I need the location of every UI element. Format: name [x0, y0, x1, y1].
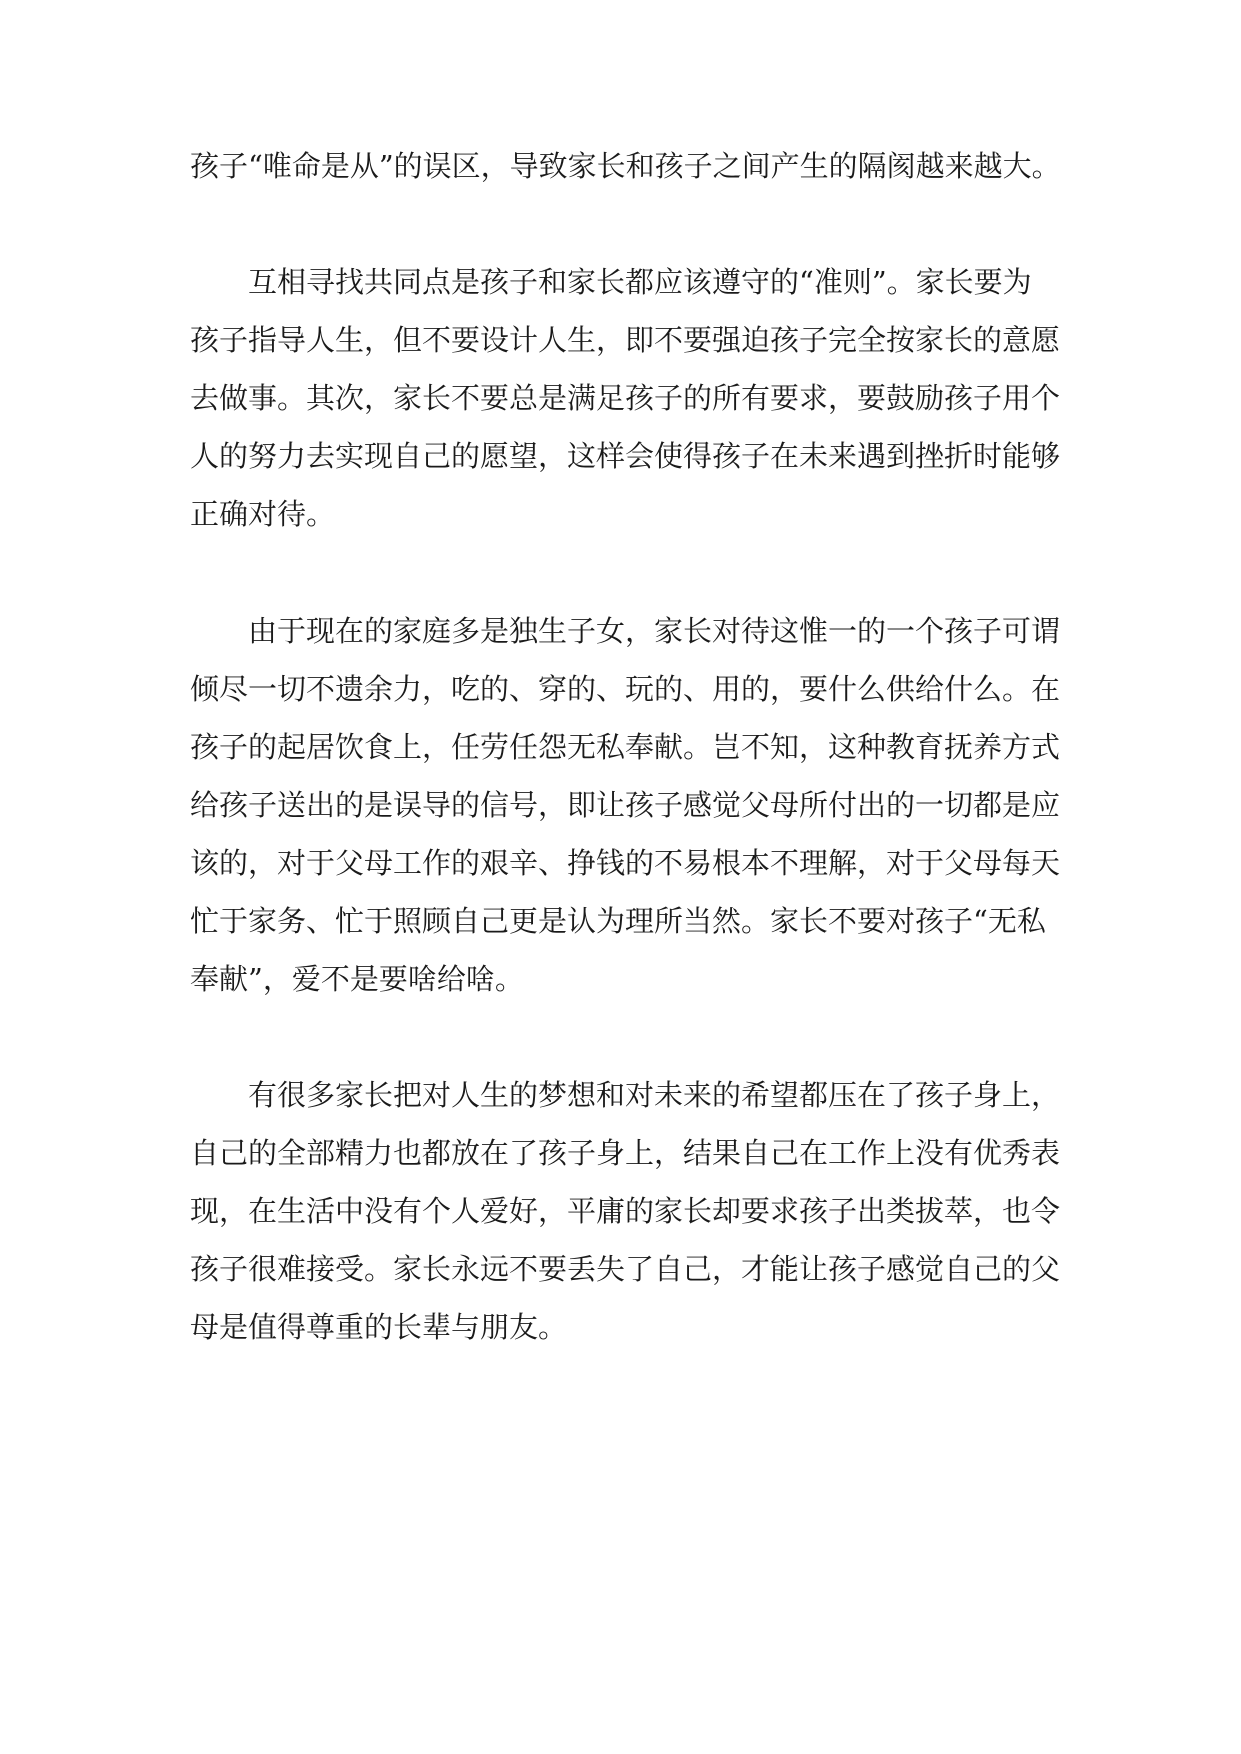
paragraph-3-line-1: 由于现在的家庭多是独生子女，家长对待这惟一的一个孩子可谓 — [248, 614, 1061, 648]
paragraph-3-line-2: 倾尽一切不遗余力，吃的、穿的、玩的、用的，要什么供给什么。在 — [190, 672, 1061, 706]
paragraph-4-line-2: 自己的全部精力也都放在了孩子身上，结果自己在工作上没有优秀表 — [190, 1136, 1061, 1170]
paragraph-3-line-6: 忙于家务、忙于照顾自己更是认为理所当然。家长不要对孩子“无私 — [190, 904, 1046, 938]
paragraph-3-line-5: 该的，对于父母工作的艰辛、挣钱的不易根本不理解，对于父母每天 — [190, 846, 1061, 880]
paragraph-1-line-1: 孩子“唯命是从”的误区，导致家长和孩子之间产生的隔阂越来越大。 — [190, 149, 1061, 183]
paragraph-2-line-4: 人的努力去实现自己的愿望，这样会使得孩子在未来遇到挫折时能够 — [190, 439, 1061, 473]
paragraph-3-line-4: 给孩子送出的是误导的信号，即让孩子感觉父母所付出的一切都是应 — [190, 788, 1061, 822]
paragraph-2-line-2: 孩子指导人生，但不要设计人生，即不要强迫孩子完全按家长的意愿 — [190, 323, 1061, 357]
paragraph-4-line-5: 母是值得尊重的长辈与朋友。 — [190, 1310, 568, 1344]
paragraph-4-line-4: 孩子很难接受。家长永远不要丢失了自己，才能让孩子感觉自己的父 — [190, 1252, 1061, 1286]
paragraph-2-line-1: 互相寻找共同点是孩子和家长都应该遵守的“准则”。家长要为 — [248, 265, 1032, 299]
paragraph-3-line-3: 孩子的起居饮食上，任劳任怨无私奉献。岂不知，这种教育抚养方式 — [190, 730, 1061, 764]
paragraph-2-line-3: 去做事。其次，家长不要总是满足孩子的所有要求，要鼓励孩子用个 — [190, 381, 1061, 415]
paragraph-2-line-5: 正确对待。 — [190, 497, 336, 531]
paragraph-3-line-7: 奉献”，爱不是要啥给啥。 — [190, 962, 524, 996]
paragraph-4-line-1: 有很多家长把对人生的梦想和对未来的希望都压在了孩子身上， — [248, 1078, 1061, 1112]
paragraph-4-line-3: 现，在生活中没有个人爱好，平庸的家长却要求孩子出类拔萃，也令 — [190, 1194, 1061, 1228]
